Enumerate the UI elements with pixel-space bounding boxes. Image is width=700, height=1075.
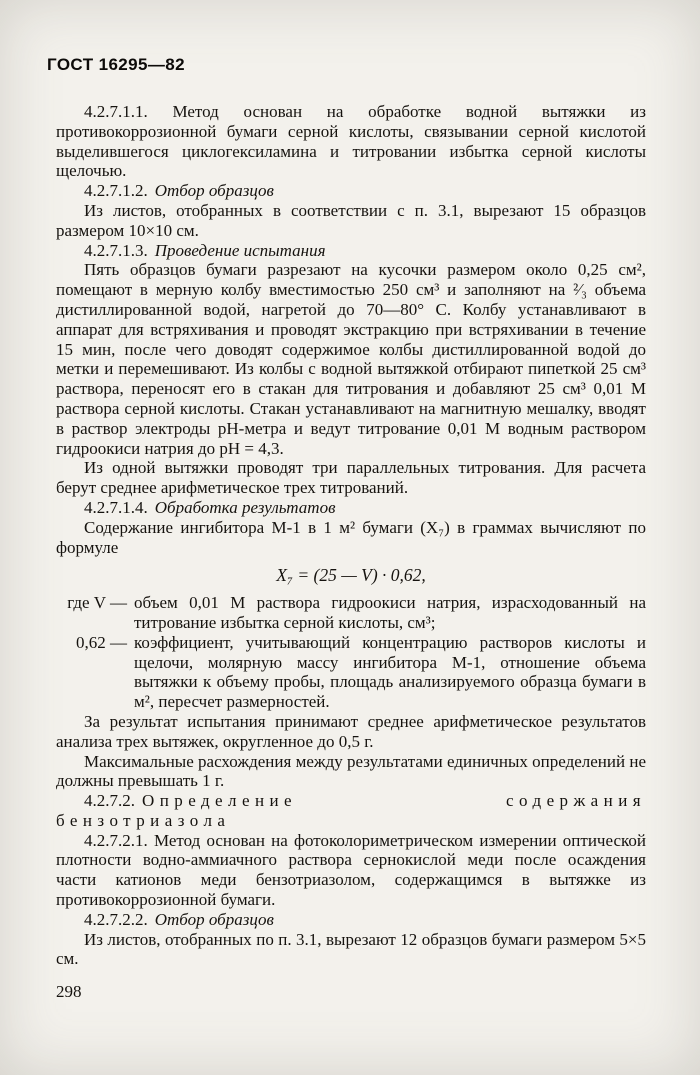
formula: X₇ = (25 — V) · 0,62, (276, 565, 426, 586)
definition-text: коэффициент, учитывающий концентрацию растворов кислоты и щелочи, молярную массу ингибитора М-1, отношение объема вытяжки к объему пробы, площадь анализируемого образца бумаги в м², пересчет размерностей. (134, 632, 646, 712)
section-title: Обработка результатов (154, 497, 336, 517)
paragraph: Из одной вытяжки проводят три параллельных титрования. Для расчета берут среднее арифметическое трех титрований. (56, 458, 646, 498)
standard-number-header: ГОСТ 16295—82 (47, 55, 185, 74)
section-title: Определение содержания бензотриазола (56, 791, 646, 830)
paragraph: Содержание ингибитора М-1 в 1 м² бумаги (X₇) в граммах вычисляют по формуле (56, 517, 646, 557)
section-heading (56, 181, 646, 201)
definition-text: объем 0,01 М раствора гидроокиси натрия, израсходованный на титрование избытка серной кислоты, см³; (134, 593, 646, 632)
section-heading (56, 910, 646, 930)
paragraph: 4.2.7.1.1. Метод основан на обработке водной вытяжки из противокоррозионной бумаги серной кислоты, связывании серной кислотой выделившегося циклогексиламина и титровании избытка серной кислоты щелочью. (56, 102, 646, 181)
section-number: 4.2.7.2. (84, 791, 135, 811)
paragraph: Из листов, отобранных по п. 3.1, вырезают 12 образцов бумаги размером 5×5 см. (56, 929, 646, 969)
section-title: Отбор образцов (154, 909, 274, 929)
section-number: 4.2.7.1.4. (84, 497, 148, 517)
section-title: Отбор образцов (154, 181, 274, 201)
definition-term: 0,62 — (76, 632, 127, 652)
section-heading-spaced (56, 791, 646, 831)
definition-row (56, 633, 646, 712)
section-title: Проведение испытания (154, 240, 326, 260)
section-number: 4.2.7.2.2. (84, 909, 148, 929)
paragraph: За результат испытания принимают среднее арифметическое результатов анализа трех вытяжек, округленное до 0,5 г. (56, 711, 646, 751)
paragraph: 4.2.7.2.1. Метод основан на фотоколориметрическом измерении оптической плотности водно-аммиачного раствора сернокислой меди после осаждения части катионов меди бензотриазолом, содержащимся в вытяжке из противокоррозионной бумаги. (56, 830, 646, 910)
paragraph: Пять образцов бумаги разрезают на кусочки размером около 0,25 см², помещают в мерную колбу вместимостью 250 см³ и заполняют на ²⁄₃ объема дистиллированной водой, нагретой до 70—80° С. Колбу устанавливают в аппарат для встряхивания и проводят экстракцию при встряхивании в течение 15 мин, после чего доводят содержимое колбы дистиллированной водой до метки и перемешивают. Из колбы с водной вытяжкой отбирают пипеткой 25 см³ раствора, переносят его в стакан для титрования и добавляют 25 см³ 0,01 М раствора серной кислоты. Стакан устанавливают на магнитную мешалку, вводят в раствор электроды pH-метра и ведут титрование 0,01 М водным раствором гидроокиси натрия до pH = 4,3. (56, 260, 646, 458)
page-number: 298 (56, 982, 82, 1001)
paragraph: Максимальные расхождения между результатами единичных определений не должны превышать 1 г. (56, 751, 646, 791)
section-number: 4.2.7.1.2. (84, 181, 148, 201)
paragraph: Из листов, отобранных в соответствии с п. 3.1, вырезают 15 образцов размером 10×10 см. (56, 200, 646, 240)
section-number: 4.2.7.1.3. (84, 240, 148, 260)
section-heading (56, 498, 646, 518)
section-heading (56, 241, 646, 261)
definition-term: где V — (67, 593, 127, 613)
definition-row (56, 593, 646, 633)
document-body (56, 102, 646, 969)
